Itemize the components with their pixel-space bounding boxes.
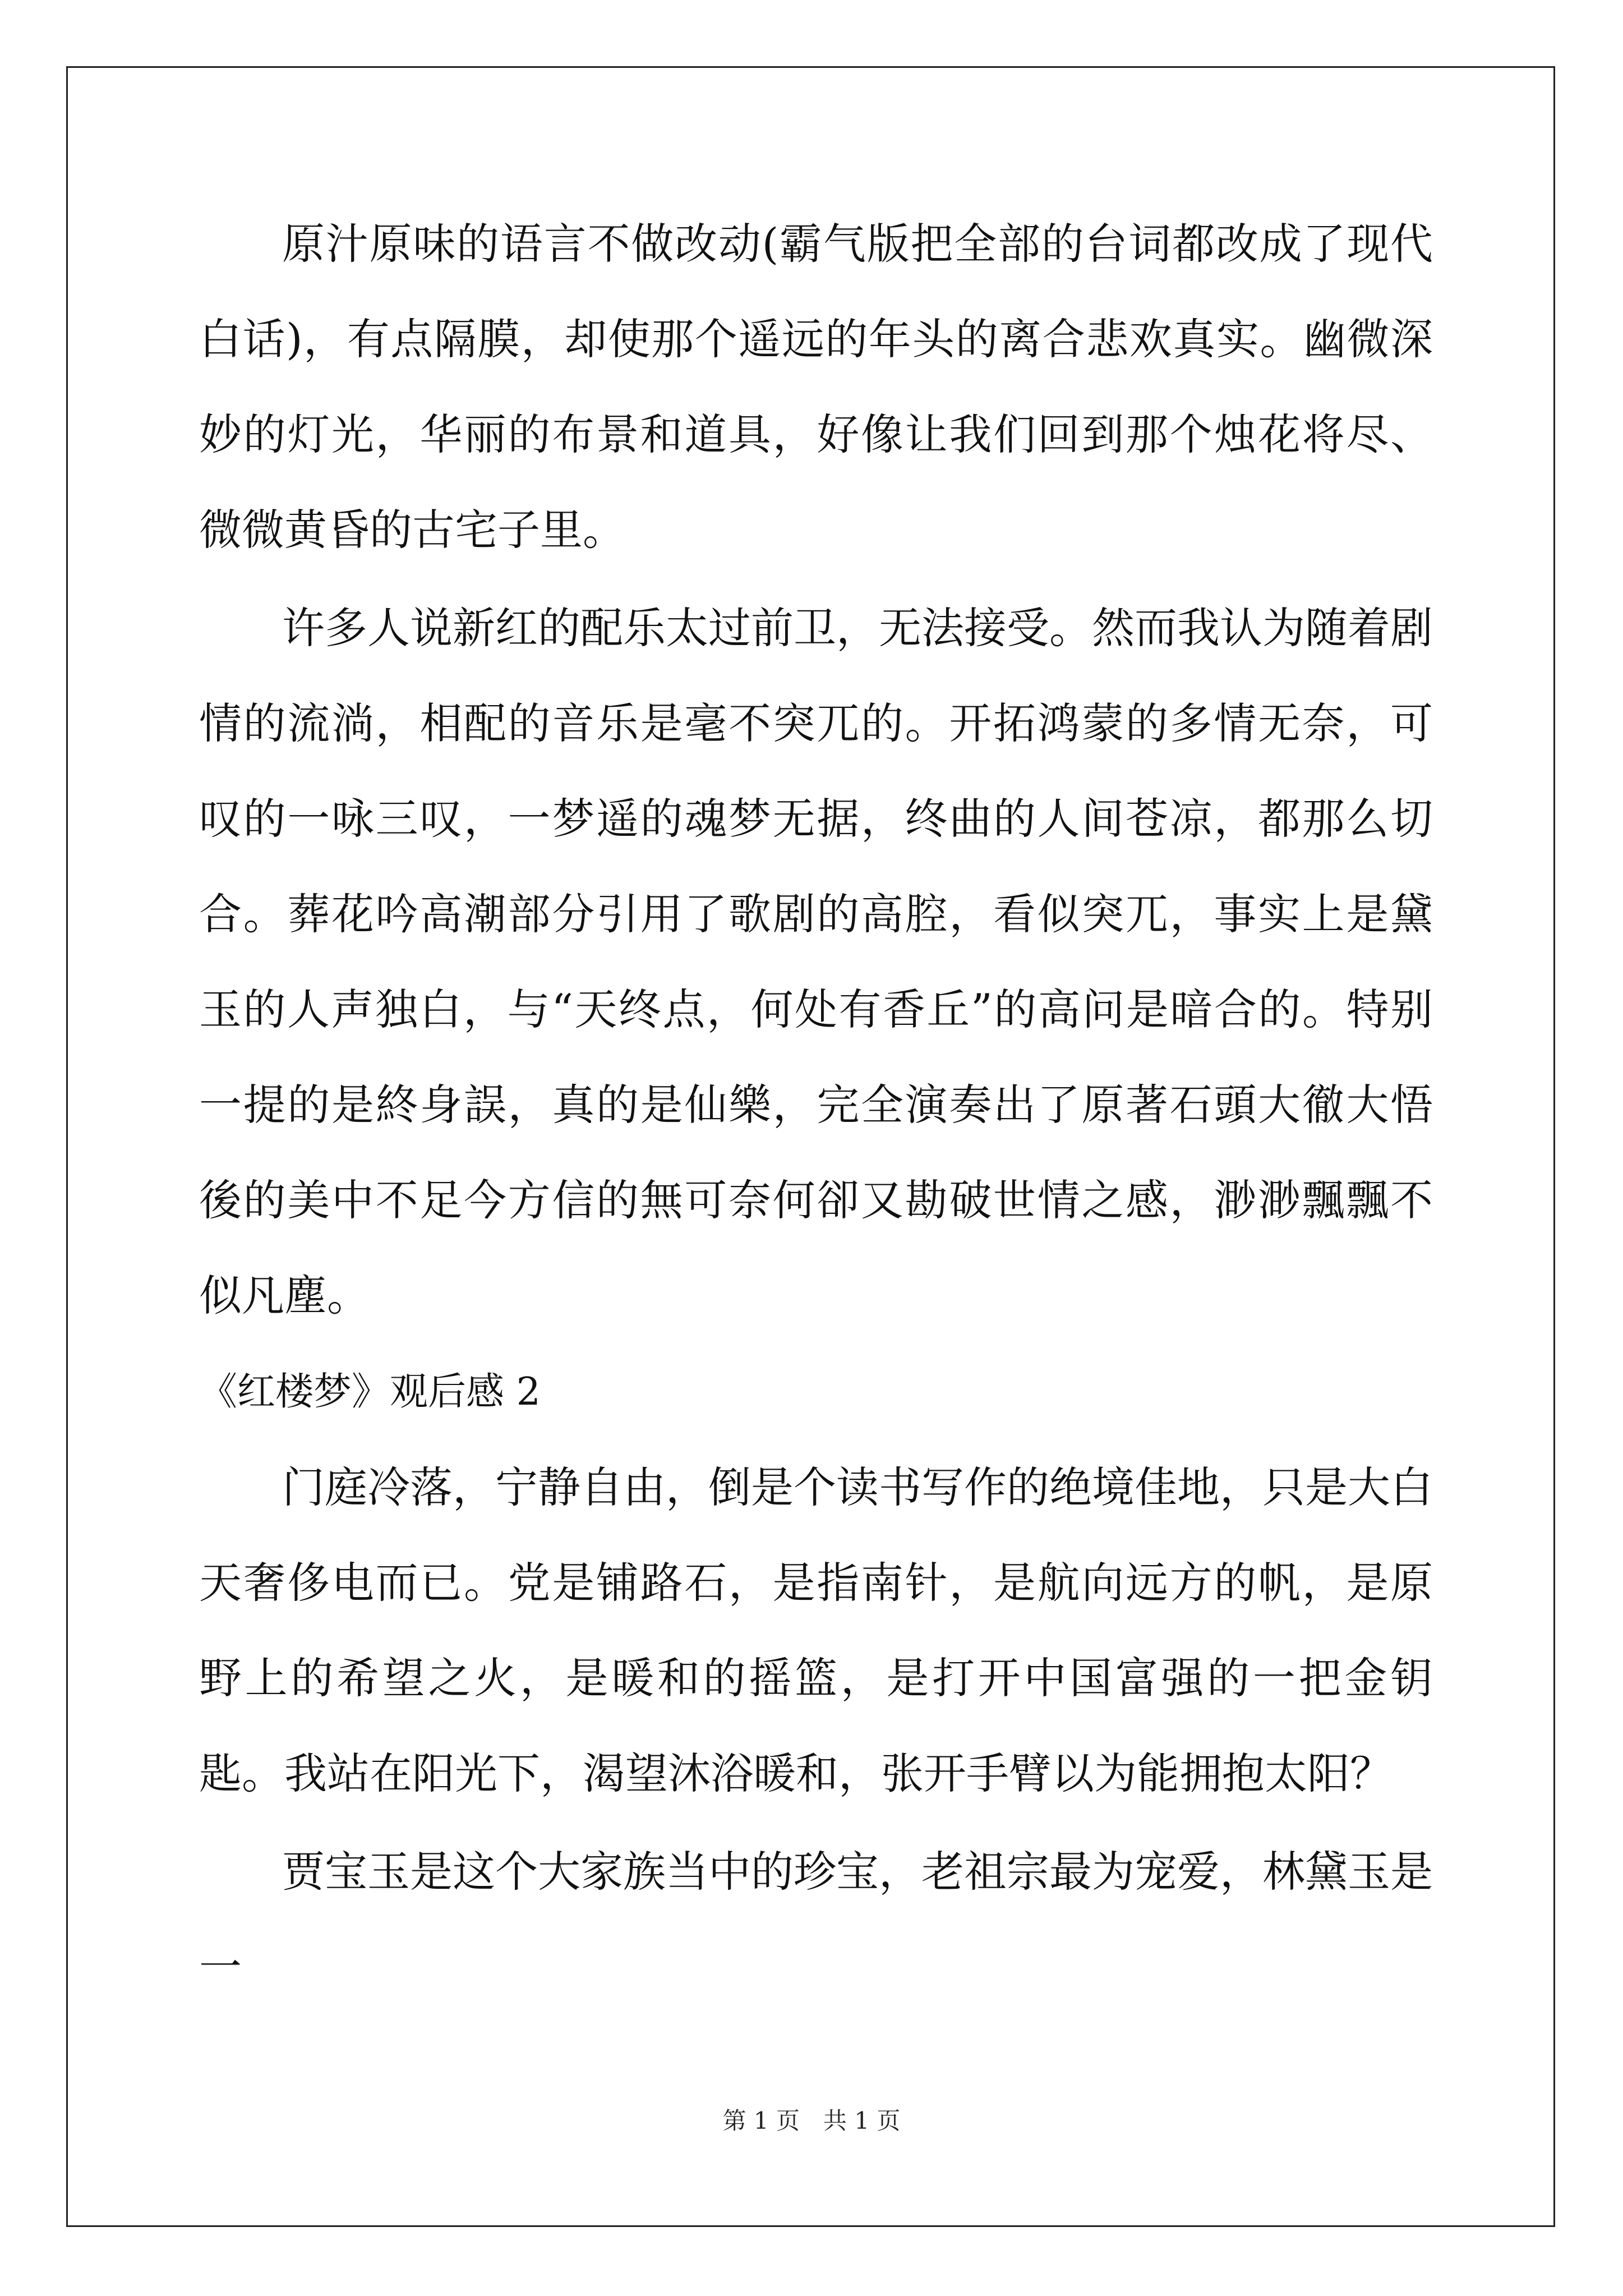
paragraph-4: 贾宝玉是这个大家族当中的珍宝，老祖宗最为宠爱，林黛玉是一 bbox=[199, 1847, 1433, 1992]
paragraph-1: 原汁原味的语言不做改动(霸气版把全部的台词都改成了现代白话)，有点隔膜，却使那个遥远的年头的离合悲欢真实。幽微深妙的灯光，华丽的布景和道具，好像让我们回到那个烛花将尽、微微黄昏的古宅子里。 bbox=[199, 219, 1433, 555]
paragraph-2: 许多人说新红的配乐太过前卫，无法接受。然而我认为随着剧情的流淌，相配的音乐是毫不突兀的。开拓鸿蒙的多情无奈，可叹的一咏三叹，一梦遥的魂梦无据，终曲的人间苍凉，都那么切合。葬花吟高潮部分引用了歌剧的高腔，看似突兀，事实上是黛玉的人声独白，与“天终点，何处有香丘”的高问是暗合的。特别一提的是終身誤，真的是仙樂，完全演奏出了原著石頭大徹大悟後的美中不足今方信的無可奈何卻又勘破世情之感，渺渺飄飄不似凡塵。 bbox=[199, 603, 1433, 1320]
section-heading: 《红楼梦》观后感 2 bbox=[199, 1370, 541, 1414]
paragraph-3: 门庭冷落，宁静自由，倒是个读书写作的绝境佳地，只是大白天奢侈电而已。党是铺路石，是指南针，是航向远方的帆，是原野上的希望之火，是暖和的摇篮，是打开中国富强的一把金钥匙。我站在阳光下，渴望沐浴暖和，张开手臂以为能拥抱太阳？ bbox=[199, 1462, 1433, 1798]
page-number-footer: 第 1 页 共 1 页 bbox=[722, 2107, 901, 2134]
